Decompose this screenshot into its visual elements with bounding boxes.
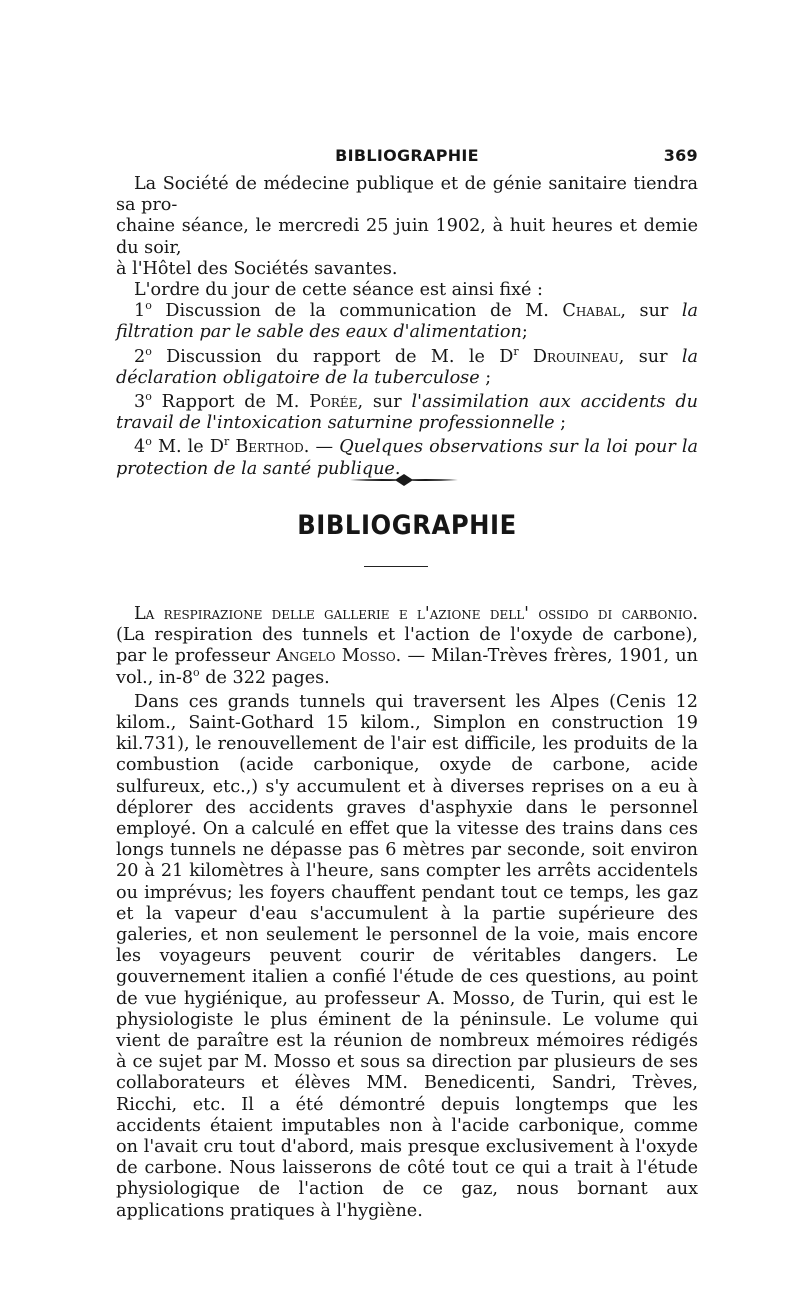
- running-title: BIBLIOGRAPHIE: [335, 146, 479, 165]
- page-number: 369: [663, 146, 698, 165]
- intro-line-1: La Société de médecine publique et de génie sanitaire tiendra sa pro-: [116, 174, 698, 216]
- intro-line-3: à l'Hôtel des Sociétés savantes.: [116, 258, 398, 279]
- running-header: [116, 142, 698, 170]
- item-title: la déclaration obligatoire de la tuberculose: [116, 346, 698, 388]
- agenda-line: L'ordre du jour de cette séance est ainsi fixé :: [134, 280, 543, 301]
- title-rule: [364, 566, 428, 567]
- section-title: BIBLIOGRAPHIE: [297, 510, 517, 541]
- agenda-item-2: 2$^o$ Discussion du rapport de M. le $D^r$ Drouineau, sur la déclaration obligatoire de la tuberculose ;: [116, 344, 698, 388]
- review: [116, 604, 698, 1222]
- item-title: Quelques observations sur la loi pour la protection de la santé publique: [116, 437, 698, 479]
- agenda-item-4: 4$^o$ M. le $D^r$ Berthod. — Quelques observations sur la loi pour la protection de la santé publique.: [116, 435, 698, 479]
- agenda-item-3: 3$^o$ Rapport de M. Porée, sur l'assimilation aux accidents du travail de l'intoxication saturnine professionnelle ;: [116, 390, 698, 434]
- person-name: Drouineau: [518, 346, 619, 367]
- person-name: Berthod: [229, 437, 304, 458]
- agenda-item-1: 1$^o$ Discussion de la communication de M. Chabal, sur la filtration par le sable des eaux d'alimentation;: [116, 299, 698, 343]
- person-name: Porée: [309, 392, 358, 413]
- announcement-intro: [116, 174, 698, 280]
- review-text: Dans ces grands tunnels qui traversent les Alpes (Cenis 12 kilom., Saint-Gothard 15 kilom., Simplon en construction 19 kil.731), le renouvellement de l'air est difficile, les produits de la combustion (acide carbonique, oxyde de carbone, acide sulfureux, etc.,) s'y accumulent et à diverses reprises on a eu à déplorer des accidents graves d'asphyxie dans le personnel employé. On a calculé en effet que la vitesse des trains dans ces longs tunnels ne dépasse pas 6 mètres par seconde, soit environ 20 à 21 kilomètres à l'heure, sans compter les arrêts accidentels ou imprévus; les foyers chauffent pendant tout ce temps, les gaz et la vapeur d'eau s'accumulent à la partie supérieure des galeries, et non seulement le personnel de la voie, mais encore les voyageurs peuvent courir de véritables dangers. Le gouvernement italien a confié l'étude de ces questions, au point de vue hygiénique, au professeur A. Mosso, de Turin, qui est le physiologiste le plus éminent de la péninsule. Le volume qui vient de paraître est la réunion de nombreux mémoires rédigés à ce sujet par M. Mosso et sous sa direction par plusieurs de ses collaborateurs et élèves MM. Benedicenti, Sandri, Trèves, Ricchi, etc. Il a été démontré depuis longtemps que les accidents étaient imputables non à l'acide carbonique, comme on l'avait cru tout d'abord, mais presque exclusivement à l'oxyde de carbone. Nous laisserons de côté tout ce qui a trait à l'étude physiologique de l'action de ce gaz, nous bornant aux applications pratiques à l'hygiène.: [116, 691, 698, 1221]
- item-title: l'assimilation aux accidents du travail de l'intoxication saturnine professionnelle: [116, 392, 698, 434]
- diamond-ornament: [348, 472, 460, 488]
- author-name: Angelo Mosso: [276, 646, 396, 667]
- announcement: [116, 174, 698, 480]
- item-title: la filtration par le sable des eaux d'alimentation: [116, 301, 698, 343]
- person-name: Chabal: [562, 301, 621, 322]
- intro-line-2: chaine séance, le mercredi 25 juin 1902, à huit heures et demie du soir,: [116, 216, 698, 258]
- book-title: La respirazione delle gallerie e l'azione dell' ossido di carbonio: [134, 604, 693, 624]
- review-citation: La respirazione delle gallerie e l'azione dell' ossido di carbonio. (La respiration des tunnels et l'action de l'oxyde de carbone), par le professeur Angelo Mosso. — Milan-Trèves frères, 1901, un vol., in-8$^o$ de 322 pages.: [116, 604, 698, 688]
